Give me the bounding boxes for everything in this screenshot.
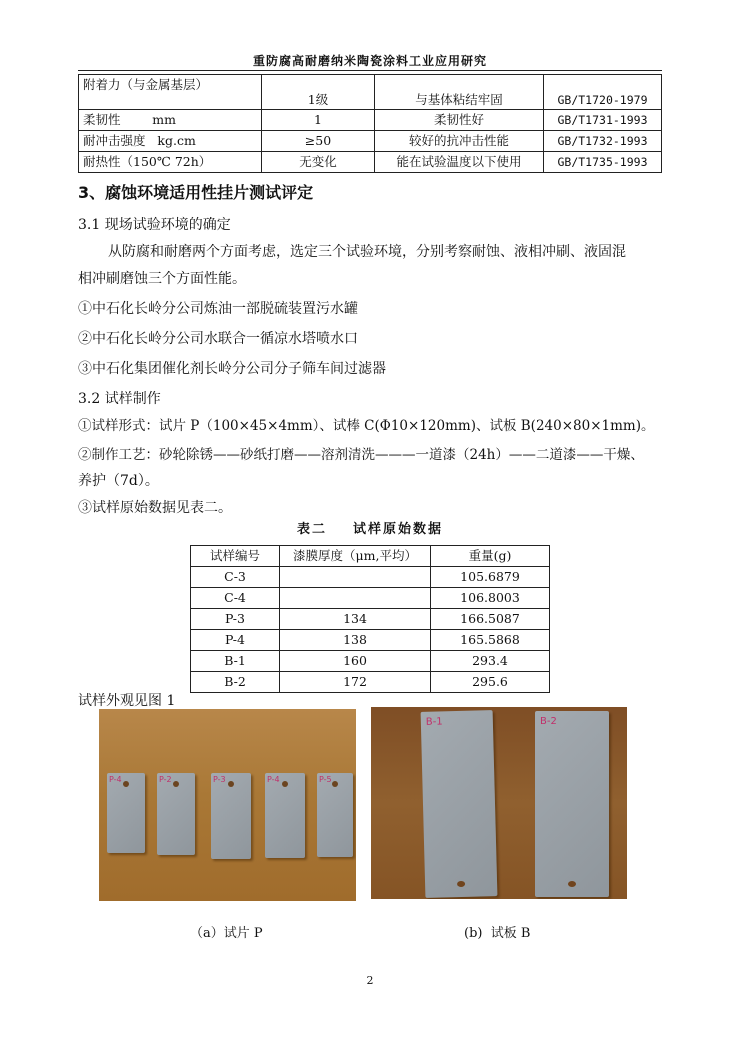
coupon-mark: P-4 (109, 775, 122, 784)
list-item: ③中石化集团催化剂长岭分公司分子筛车间过滤器 (78, 361, 386, 377)
table-cell (280, 588, 431, 609)
table-row (79, 110, 662, 131)
table-cell: 134 (280, 609, 431, 630)
plate-photo (371, 707, 627, 899)
table-cell: 与基体粘结牢固 (375, 75, 544, 110)
table-cell: ≥50 (262, 131, 375, 152)
table-row (191, 672, 550, 693)
list-item: ①中石化长岭分公司炼油一部脱硫装置污水罐 (78, 301, 358, 317)
section-heading: 3、腐蚀环境适用性挂片测试评定 (78, 183, 314, 202)
table-row (191, 588, 550, 609)
plate-mark: B-2 (540, 716, 557, 727)
list-item: ②中石化长岭分公司水联合一循凉水塔喷水口 (78, 331, 358, 347)
plate (535, 711, 609, 897)
table-cell: 1级 (262, 75, 375, 110)
coupon (265, 773, 305, 858)
coupon (157, 773, 195, 855)
table-row (79, 152, 662, 173)
running-header: 重防腐高耐磨纳米陶瓷涂料工业应用研究 (252, 54, 487, 68)
table-cell: 293.4 (431, 651, 550, 672)
table-cell: B-2 (191, 672, 280, 693)
figure-label: 试样外观见图 1 (78, 693, 176, 709)
table-cell: 172 (280, 672, 431, 693)
paragraph-line: 从防腐和耐磨两个方面考虑，选定三个试验环境，分别考察耐蚀、液相冲刷、液固混 (108, 244, 626, 260)
table-cell: 能在试验温度以下使用 (375, 152, 544, 173)
column-header: 漆膜厚度（μm,平均） (280, 546, 431, 567)
table-cell: B-1 (191, 651, 280, 672)
list-item: ③试样原始数据见表二。 (78, 500, 232, 516)
column-header: 重量(g) (431, 546, 550, 567)
table-cell: 160 (280, 651, 431, 672)
table-cell: 附着力（与金属基层） (79, 75, 262, 110)
header-rule (78, 70, 662, 71)
coupon-mark: P-4 (267, 775, 280, 784)
paragraph-line: 相冲刷磨蚀三个方面性能。 (78, 271, 246, 287)
table-cell: P-4 (191, 630, 280, 651)
table-cell: GB/T1732-1993 (544, 131, 662, 152)
coupon-mark: P-5 (319, 775, 332, 784)
table-caption: 表二 试样原始数据 (296, 522, 444, 537)
table-cell: 无变化 (262, 152, 375, 173)
coupon-mark: P-3 (213, 775, 226, 784)
table-row (79, 131, 662, 152)
coupon (317, 773, 353, 857)
table-row (191, 609, 550, 630)
list-item-continuation: 养护（7d）。 (78, 473, 159, 489)
table-row (191, 651, 550, 672)
page-number: 2 (366, 974, 374, 987)
table-cell: 耐冲击强度 kg.cm (79, 131, 262, 152)
table-cell: 166.5087 (431, 609, 550, 630)
table-cell: 柔韧性 mm (79, 110, 262, 131)
table-cell: GB/T1720-1979 (544, 75, 662, 110)
table-cell: 耐热性（150℃ 72h） (79, 152, 262, 173)
plate (421, 710, 498, 898)
subsection-heading: 3.2 试样制作 (78, 391, 161, 407)
table-cell: 105.6879 (431, 567, 550, 588)
table-row (79, 75, 662, 110)
coupon-photo (99, 709, 356, 901)
table-cell: 较好的抗冲击性能 (375, 131, 544, 152)
table-cell: GB/T1731-1993 (544, 110, 662, 131)
table-row (191, 567, 550, 588)
list-item: ②制作工艺：砂轮除锈——砂纸打磨——溶剂清洗———一道漆（24h）——二道漆——干燥、 (78, 447, 644, 463)
table-cell: 106.8003 (431, 588, 550, 609)
table-cell: 138 (280, 630, 431, 651)
table-cell: 1 (262, 110, 375, 131)
table-cell: 165.5868 (431, 630, 550, 651)
table-cell: 295.6 (431, 672, 550, 693)
plate-mark: B-1 (425, 716, 443, 728)
figure-caption-b: (b) 试板 B (464, 926, 531, 941)
coupon (107, 773, 145, 853)
subsection-heading: 3.1 现场试验环境的确定 (78, 217, 231, 233)
table-cell: P-3 (191, 609, 280, 630)
property-table (78, 74, 662, 173)
coupon (211, 773, 251, 859)
table-cell: C-4 (191, 588, 280, 609)
table-cell (280, 567, 431, 588)
sample-data-table (190, 545, 550, 693)
column-header: 试样编号 (191, 546, 280, 567)
table-cell: C-3 (191, 567, 280, 588)
figure-caption-a: （a）试片 P (190, 926, 263, 941)
coupon-mark: P-2 (159, 775, 172, 784)
table-row (191, 630, 550, 651)
list-item: ①试样形式：试片 P（100×45×4mm）、试棒 C(Φ10×120mm)、试板 B(240×80×1mm)。 (78, 418, 655, 434)
table-header-row (191, 546, 550, 567)
table-cell: 柔韧性好 (375, 110, 544, 131)
table-cell: GB/T1735-1993 (544, 152, 662, 173)
